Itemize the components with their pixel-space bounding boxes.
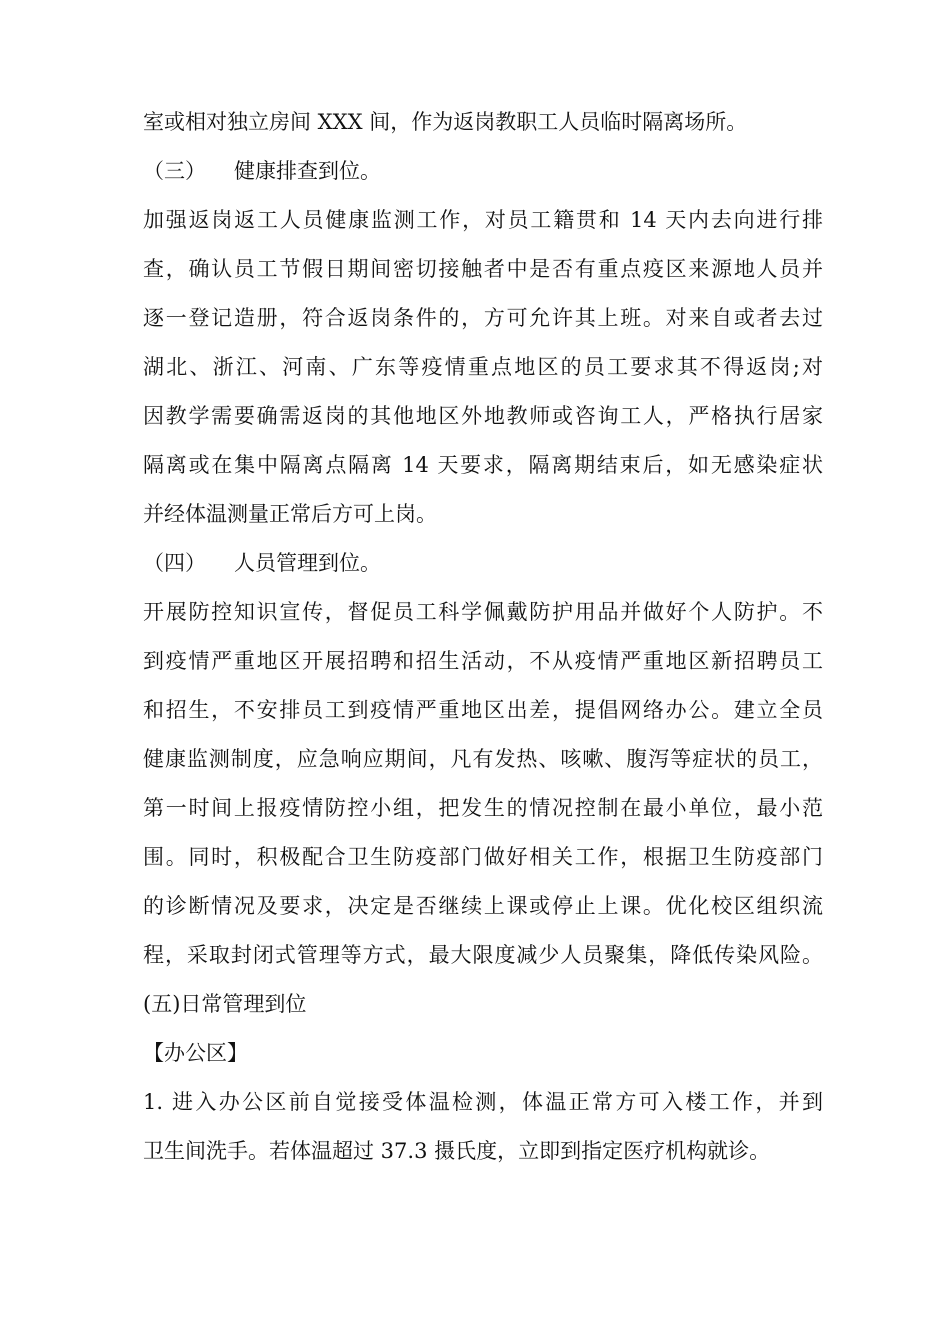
section-heading-3 <box>143 156 823 186</box>
text-line: 到疫情严重地区开展招聘和招生活动，不从疫情严重地区新招聘员工 <box>143 649 823 673</box>
text-line: 的诊断情况及要求，决定是否继续上课或停止上课。优化校区组织流 <box>143 894 823 918</box>
section-heading-5: (五)日常管理到位 <box>143 992 307 1016</box>
text-line: 卫生间洗手。若体温超过 37.3 摄氏度，立即到指定医疗机构就诊。 <box>143 1139 771 1163</box>
text-line: 健康监测制度，应急响应期间，凡有发热、咳嗽、腹泻等症状的员工， <box>143 747 823 771</box>
text-line: 室或相对独立房间 XXX 间，作为返岗教职工人员临时隔离场所。 <box>143 110 748 134</box>
text-line: 查，确认员工节假日期间密切接触者中是否有重点疫区来源地人员并 <box>143 257 823 281</box>
text-line: 1. 进入办公区前自觉接受体温检测，体温正常方可入楼工作，并到 <box>143 1090 823 1114</box>
text-line: 开展防控知识宣传，督促员工科学佩戴防护用品并做好个人防护。不 <box>143 600 823 624</box>
section-number: （三） <box>143 159 206 183</box>
text-line: 因教学需要确需返岗的其他地区外地教师或咨询工人，严格执行居家 <box>143 404 823 428</box>
text-line: 隔离或在集中隔离点隔离 14 天要求，隔离期结束后，如无感染症状 <box>143 453 823 477</box>
text-line: 程，采取封闭式管理等方式，最大限度减少人员聚集，降低传染风险。 <box>143 943 823 967</box>
text-line: 并经体温测量正常后方可上岗。 <box>143 502 437 526</box>
text-line: 湖北、浙江、河南、广东等疫情重点地区的员工要求其不得返岗;对 <box>143 355 823 379</box>
subsection-heading: 【办公区】 <box>143 1041 248 1065</box>
section-title: 健康排查到位。 <box>234 159 381 183</box>
text-line: 逐一登记造册，符合返岗条件的，方可允许其上班。对来自或者去过 <box>143 306 823 330</box>
text-line: 和招生，不安排员工到疫情严重地区出差，提倡网络办公。建立全员 <box>143 698 823 722</box>
section-number: （四） <box>143 551 206 575</box>
text-line: 第一时间上报疫情防控小组，把发生的情况控制在最小单位，最小范 <box>143 796 823 820</box>
section-heading-4 <box>143 548 823 578</box>
text-line: 加强返岗返工人员健康监测工作，对员工籍贯和 14 天内去向进行排 <box>143 208 823 232</box>
section-title: 人员管理到位。 <box>234 551 381 575</box>
text-line: 围。同时，积极配合卫生防疫部门做好相关工作，根据卫生防疫部门 <box>143 845 823 869</box>
